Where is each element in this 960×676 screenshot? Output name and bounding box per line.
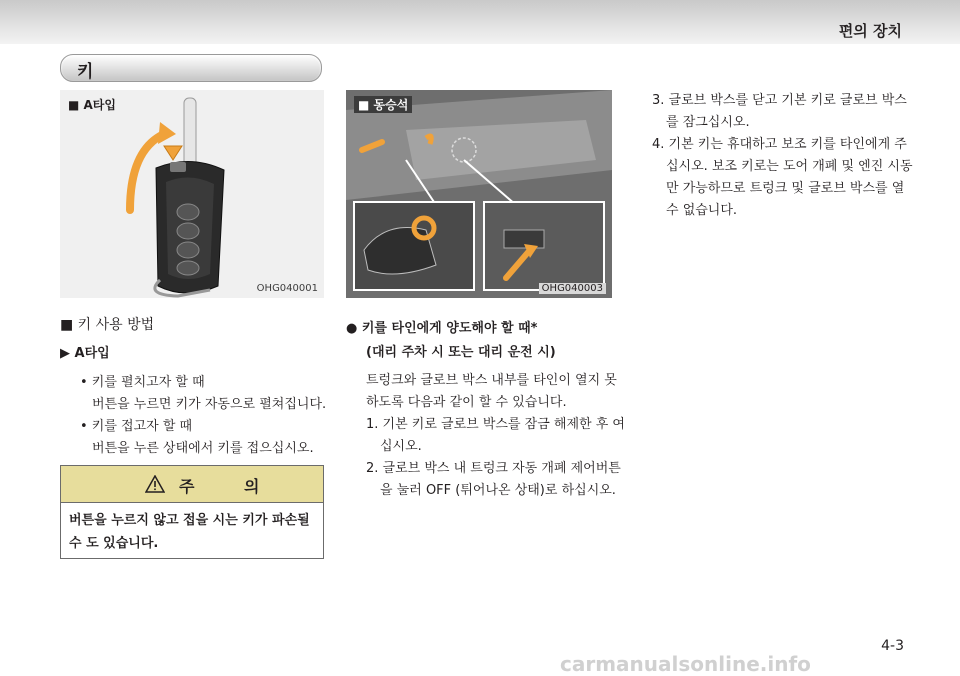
- caution-header: [61, 466, 323, 503]
- valet-intro-1: 트렁크와 글로브 박스 내부를 타인이 열지 못: [366, 373, 617, 388]
- valet-step-1a: 1. 기본 키로 글로브 박스를 잠금 해제한 후 여: [366, 417, 625, 432]
- valet-step-4b: 십시오. 보조 키로는 도어 개폐 및 엔진 시동: [666, 159, 913, 174]
- usage-heading: ■ 키 사용 방법: [60, 317, 155, 333]
- valet-step-4d: 수 없습니다.: [666, 203, 738, 218]
- glove-box-figure: [346, 90, 612, 298]
- valet-step-4c: 만 가능하므로 트렁크 및 글로브 박스를 열: [666, 181, 905, 196]
- watermark: carmanualsonline.info: [560, 652, 811, 676]
- key-type-a-figure: [60, 90, 324, 298]
- valet-step-2a: 2. 글로브 박스 내 트렁크 자동 개폐 제어버튼: [366, 461, 621, 476]
- section-title-pill: [60, 54, 322, 82]
- valet-intro-2: 하도록 다음과 같이 할 수 있습니다.: [366, 395, 567, 410]
- header-bar: [0, 0, 960, 44]
- bullet-2-line-2: 버튼을 누른 상태에서 키를 접으십시오.: [92, 441, 314, 456]
- figure-b-code: OHG040003: [539, 283, 606, 294]
- figure-a-label: ■ A타입: [68, 98, 116, 112]
- chapter-title: 편의 장치: [838, 22, 902, 40]
- figure-b-label: ■ 동승석: [354, 96, 412, 113]
- usage-subheading: ▶ A타입: [60, 346, 110, 361]
- valet-step-2b: 을 눌러 OFF (튀어나온 상태)로 하십시오.: [380, 483, 616, 498]
- caution-box: [60, 465, 324, 559]
- valet-step-3b: 를 잠그십시오.: [666, 115, 750, 130]
- bullet-2-line-1: • 키를 접고자 할 때: [80, 419, 193, 434]
- caution-text: 버튼을 누르지 않고 접을 시는 키가 파손될 수 도 있습니다.: [69, 513, 310, 551]
- valet-step-4a: 4. 기본 키는 휴대하고 보조 키를 타인에게 주: [652, 137, 907, 152]
- valet-heading-2: (대리 주차 시 또는 대리 운전 시): [366, 345, 556, 360]
- bullet-1-line-2: 버튼을 누르면 키가 자동으로 펼쳐집니다.: [92, 397, 327, 412]
- figure-a-code: OHG040001: [256, 283, 318, 294]
- valet-heading-1: ● 키를 타인에게 양도해야 할 때*: [346, 321, 538, 336]
- caution-title: 주 의: [179, 477, 282, 496]
- page-number: 4-3: [881, 638, 904, 654]
- section-title: 키: [77, 62, 94, 82]
- folding-key-illustration: [60, 90, 324, 298]
- valet-step-3a: 3. 글로브 박스를 닫고 기본 키로 글로브 박스: [652, 93, 907, 108]
- valet-step-1b: 십시오.: [380, 439, 422, 454]
- glove-box-photo: [346, 90, 612, 298]
- bullet-1-line-1: • 키를 펼치고자 할 때: [80, 375, 205, 390]
- warning-icon: [145, 475, 165, 493]
